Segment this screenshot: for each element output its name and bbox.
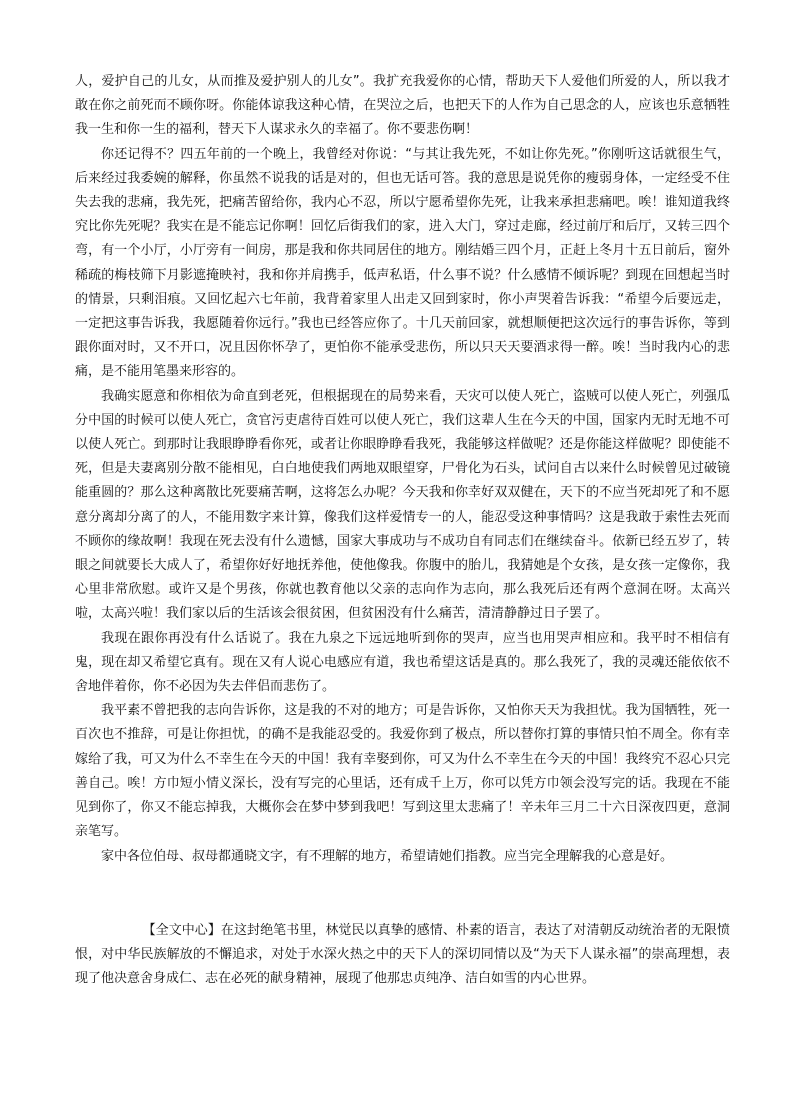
letter-paragraph-6: 家中各位伯母、叔母都通晓文字，有不理解的地方，希望请她们指教。应当完全理解我的心意是好。 (101, 848, 674, 864)
letter-paragraph-1: 人，爱护自己的儿女，从而推及爱护别人的儿女”。我扩充我爱你的心情，帮助天下人爱他们所爱的人，所以我才敢在你之前死而不顾你呀。你能体谅我这种心情，在哭泣之后，也把天下的人作为自己思念的人，应该也乐意牺牲我一生和你一生的福利，替天下人谋求永久的幸福了。你不要悲伤啊！ (75, 74, 730, 138)
letter-paragraph-4: 我现在跟你再没有什么话说了。我在九泉之下远远地听到你的哭声，应当也用哭声相应和。我平时不相信有鬼，现在却又希望它真有。现在又有人说心电感应有道，我也希望这话是真的。那么我死了，我的灵魂还能依依不舍地伴着你，你不必因为失去伴侣而悲伤了。 (75, 630, 730, 695)
summary-paragraph: 【全文中心】在这封绝笔书里，林觉民以真挚的感情、朴素的语言，表达了对清朝反动统治者的无限愤恨，对中华民族解放的不懈追求，对处于水深火热之中的天下人的深切同情以及“为天下人谋永福”的崇高理想，表现了他决意舍身成仁、志在必死的献身精神，展现了他那忠贞纯净、洁白如雪的内心世界。 (75, 922, 730, 987)
document-page (75, 70, 730, 991)
letter-paragraph-5: 我平素不曾把我的志向告诉你，这是我的不对的地方；可是告诉你，又怕你天天为我担忧。我为国牺牲，死一百次也不推辞，可是让你担忧，的确不是我能忍受的。我爱你到了极点，所以替你打算的事情只怕不周全。你有幸嫁给了我，可又为什么不幸生在今天的中国！我有幸娶到你，可又为什么不幸生在今天的中国！我终究不忍心只完善自己。唉！方巾短小情义深长，没有写完的心里话，还有成千上万，你可以凭方巾领会没写完的话。我现在不能见到你了，你又不能忘掉我，大概你会在梦中梦到我吧！写到这里太悲痛了！辛未年三月二十六日深夜四更，意洞亲笔写。 (75, 703, 730, 840)
letter-paragraph-3: 我确实愿意和你相依为命直到老死，但根据现在的局势来看，天灾可以使人死亡，盗贼可以使人死亡，列强瓜分中国的时候可以使人死亡，贪官污吏虐待百姓可以使人死亡，我们这辈人生在今天的中国，国家内无时无地不可以使人死亡。到那时让我眼睁睁看你死，或者让你眼睁睁看我死，我能够这样做呢？还是你能这样做呢？即使能不死，但是夫妻离别分散不能相见，白白地使我们两地双眼望穿，尸骨化为石头，试问自古以来什么时候曾见过破镜能重圆的？那么这种离散比死要痛苦啊，这将怎么办呢？今天我和你幸好双双健在，天下的不应当死却死了和不愿意分离却分离了的人，不能用数字来计算，像我们这样爱情专一的人，能忍受这种事情吗？这是我敢于索性去死而不顾你的缘故啊！我现在死去没有什么遗憾，国家大事成功与不成功自有同志们在继续奋斗。依新已经五岁了，转眼之间就要长大成人了，希望你好好地抚养他，使他像我。你腹中的胎儿，我猜她是个女孩，是女孩一定像你，我心里非常欣慰。或许又是个男孩，你就也教育他以父亲的志向作为志向，那么我死后还有两个意洞在呀。太高兴啦，太高兴啦！我们家以后的生活该会很贫困，但贫困没有什么痛苦，清清静静过日子罢了。 (75, 388, 730, 622)
letter-paragraph-2: 你还记得不？四五年前的一个晚上，我曾经对你说：“与其让我先死，不如让你先死。”你刚听这话就很生气，后来经过我委婉的解释，你虽然不说我的话是对的，但也无话可答。我的意思是说凭你的瘦弱身体，一定经受不住失去我的悲痛，我先死，把痛苦留给你，我内心不忍，所以宁愿希望你先死，让我来承担悲痛吧。唉！谁知道我终究比你先死呢？我实在是不能忘记你啊！回忆后街我们的家，进入大门，穿过走廊，经过前厅和后厅，又转三四个弯，有一个小厅，小厅旁有一间房，那是我和你共同居住的地方。刚结婚三四个月，正赶上冬月十五日前后，窗外稀疏的梅枝筛下月影遮掩映衬，我和你并肩携手，低声私语，什么事不说？什么感情不倾诉呢？到现在回想起当时的情景，只剩泪痕。又回忆起六七年前，我背着家里人出走又回到家时，你小声哭着告诉我：“希望今后要远走，一定把这事告诉我，我愿随着你远行。”我也已经答应你了。十几天前回家，就想顺便把这次远行的事告诉你，等到跟你面对时，又不开口，况且因你怀孕了，更怕你不能承受悲伤，所以只天天要酒求得一醉。唉！当时我内心的悲痛，是不能用笔墨来形容的。 (75, 146, 730, 380)
summary-section (75, 919, 730, 992)
